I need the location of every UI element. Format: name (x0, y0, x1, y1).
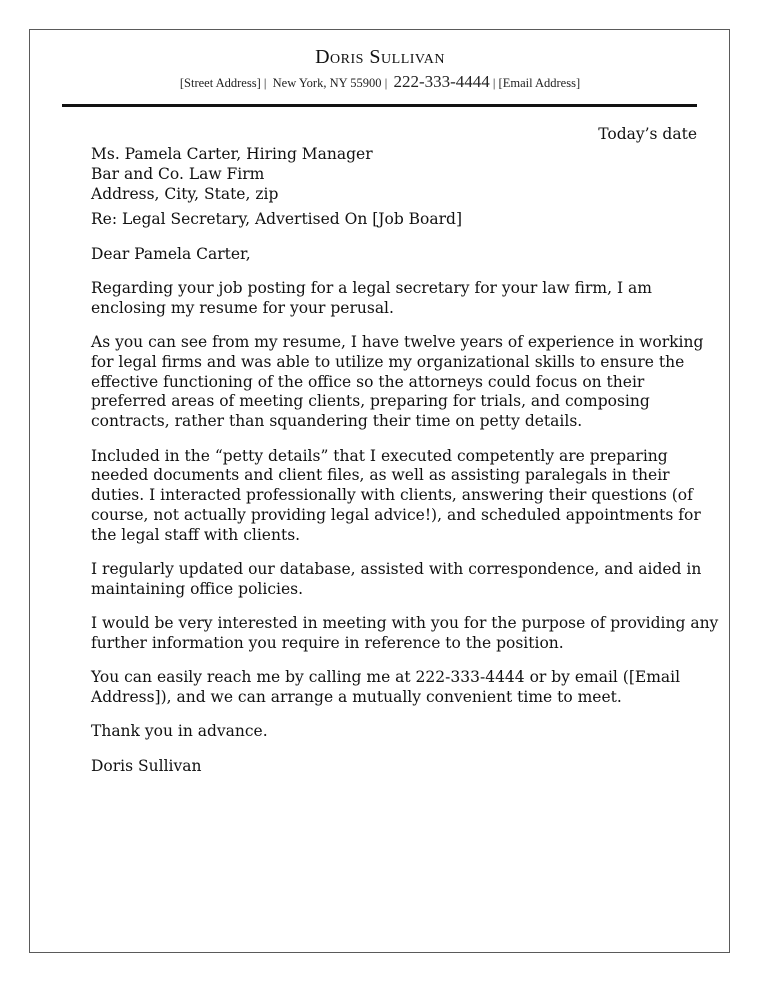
phone-number: 222-333-4444 (393, 72, 490, 91)
paragraph-line: effective functioning of the office so the attorneys could focus on their (91, 372, 645, 391)
recipient-name: Ms. Pamela Carter, Hiring Manager (91, 145, 373, 163)
paragraph-line: maintaining office policies. (91, 579, 304, 598)
subject-line: Re: Legal Secretary, Advertised On [Job Board] (91, 210, 463, 229)
city-state-zip: New York, NY 55900 (272, 76, 382, 90)
paragraph-line: the legal staff with clients. (91, 525, 301, 544)
separator: | (263, 76, 267, 90)
separator: | (492, 76, 496, 90)
paragraph-line: preferred areas of meeting clients, preparing for trials, and composing (91, 392, 650, 411)
paragraph-line: Included in the “petty details” that I executed competently are preparing (91, 446, 668, 465)
paragraph-line: course, not actually providing legal advice!), and scheduled appointments for (91, 505, 701, 524)
salutation: Dear Pamela Carter, (91, 244, 251, 263)
separator: | (384, 76, 388, 90)
body-paragraph (91, 614, 719, 654)
body-paragraph (91, 722, 711, 742)
letter-date: Today’s date (598, 125, 697, 143)
body-paragraph (91, 668, 711, 708)
paragraph-line: Regarding your job posting for a legal secretary for your law firm, I am (91, 278, 652, 297)
email-address: [Email Address] (498, 76, 581, 90)
paragraph-line: Thank you in advance. (91, 722, 268, 741)
sender-contact-line (0, 72, 760, 92)
recipient-address: Address, City, State, zip (91, 184, 279, 203)
recipient-block (91, 145, 711, 204)
sender-name: Doris Sullivan (315, 46, 445, 68)
body-paragraph (91, 279, 711, 319)
paragraph-line: enclosing my resume for your perusal. (91, 298, 394, 317)
header-divider (62, 104, 697, 107)
body-paragraph (91, 560, 711, 600)
letter-body (91, 145, 719, 791)
paragraph-line: As you can see from my resume, I have twelve years of experience in working (91, 333, 704, 352)
paragraph-line: further information you require in reference to the position. (91, 633, 564, 652)
body-paragraph (91, 333, 711, 432)
recipient-company: Bar and Co. Law Firm (91, 164, 265, 183)
paragraph-line: contracts, rather than squandering their time on petty details. (91, 412, 583, 431)
signature: Doris Sullivan (91, 756, 202, 775)
paragraphs (91, 278, 719, 742)
street-address: [Street Address] (179, 76, 261, 90)
paragraph-line: You can easily reach me by calling me at 222-333-4444 or by email ([Email (91, 668, 681, 687)
paragraph-line: duties. I interacted professionally with clients, answering their questions (of (91, 486, 693, 505)
paragraph-line: Address]), and we can arrange a mutually convenient time to meet. (91, 688, 622, 707)
paragraph-line: I would be very interested in meeting with you for the purpose of providing any (91, 614, 719, 633)
paragraph-line: needed documents and client files, as well as assisting paralegals in their (91, 466, 670, 485)
paragraph-line: I regularly updated our database, assisted with correspondence, and aided in (91, 560, 702, 579)
body-paragraph (91, 447, 711, 546)
paragraph-line: for legal firms and was able to utilize my organizational skills to ensure the (91, 352, 685, 371)
